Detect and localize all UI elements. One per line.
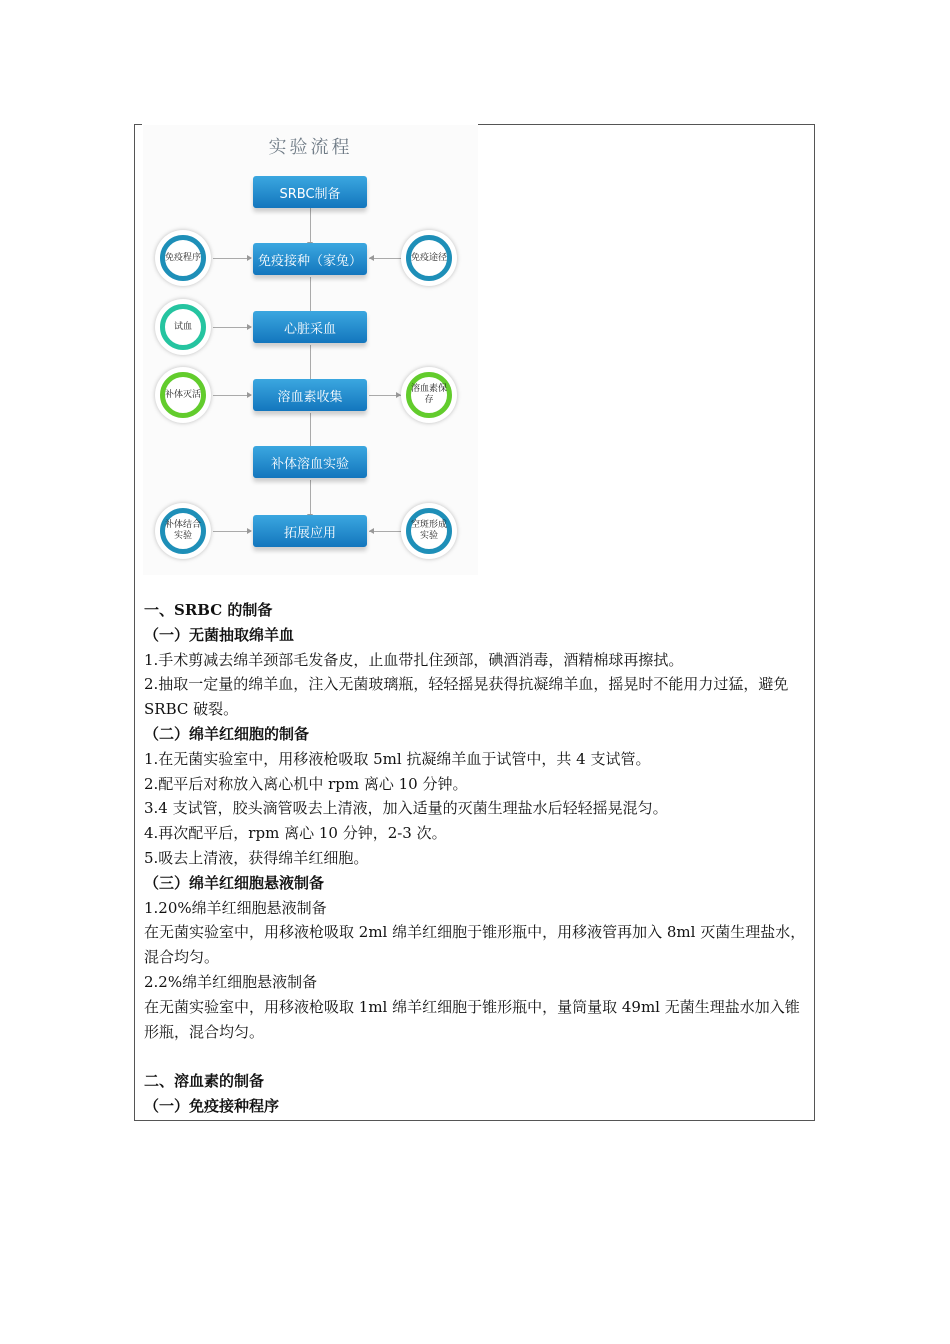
section-heading: 一、SRBC 的制备 [144,601,273,619]
flowchart-title: 实验流程 [268,137,353,158]
flow-node-hemolysin-storage [401,367,457,423]
arrow-left-icon [369,528,374,534]
flow-step-immunization: 免疫接种（家兔） [253,243,367,275]
flow-node-label: 免疫程序 [160,235,206,281]
flow-step-cardiac-blood: 心脏采血 [253,311,367,343]
connector-line [213,531,251,532]
paragraph: 2.抽取一定量的绵羊血，注入无菌玻璃瓶，轻轻摇晃获得抗凝绵羊血，摇晃时不能用力过猛，避免 SRBC 破裂。 [144,675,789,719]
subsection-heading: （一）无菌抽取绵羊血 [144,625,295,644]
connector-line [213,258,251,259]
subsection-heading: （三）绵羊红细胞悬液制备 [144,873,325,892]
paragraph: 在无菌实验室中，用移液枪吸取 2ml 绵羊红细胞于锥形瓶中，用移液管再加入 8ml 灭菌生理盐水，混合均匀。 [144,923,806,967]
paragraph: 3.4 支试管，胶头滴管吸去上清液，加入适量的灭菌生理盐水后轻轻摇晃混匀。 [144,799,668,818]
section-heading: 二、溶血素的制备 [144,1072,265,1091]
flow-node-plaque-formation [401,503,457,559]
connector-line [213,327,251,328]
flow-node-label: 补体灭活 [160,372,206,418]
arrow-right-icon [247,392,252,398]
connector-line [310,277,311,315]
subsection-heading: （一）免疫接种程序 [144,1096,280,1115]
frame-top-border-right [478,124,815,125]
connector-line [310,480,311,518]
flow-node-immunization-program [155,230,211,286]
paragraph: 4.再次配平后，rpm 离心 10 分钟，2-3 次。 [144,824,447,843]
connector-line [310,208,311,246]
paragraph: 5.吸去上清液，获得绵羊红细胞。 [144,848,369,867]
arrow-right-icon [247,528,252,534]
paragraph: 2.配平后对称放入离心机中 rpm 离心 10 分钟。 [144,774,468,793]
flow-node-label: 免疫途径 [406,235,452,281]
arrow-right-icon [247,255,252,261]
flow-step-srbc-prep: SRBC制备 [253,176,367,208]
flow-step-complement-hemolysis: 补体溶血实验 [253,446,367,478]
experiment-flowchart [143,125,478,575]
flow-node-immunization-route [401,230,457,286]
paragraph: 2.2%绵羊红细胞悬液制备 [144,972,318,991]
document-body [144,598,808,1119]
subsection-heading: （二）绵羊红细胞的制备 [144,724,310,743]
flow-node-label: 空斑形成实验 [406,508,452,554]
flow-node-label: 试血 [160,304,206,350]
flow-node-label: 溶血素保存 [406,372,452,418]
arrow-left-icon [369,255,374,261]
flow-node-complement-inactivation [155,367,211,423]
blank-line [144,1044,808,1069]
frame-top-border-left [134,124,142,125]
flow-step-hemolysin-collect: 溶血素收集 [253,379,367,411]
flow-step-extended-application: 拓展应用 [253,515,367,547]
paragraph: 1.在无菌实验室中，用移液枪吸取 5ml 抗凝绵羊血于试管中，共 4 支试管。 [144,749,651,768]
connector-line [310,345,311,383]
flow-node-label: 补体结合实验 [160,508,206,554]
paragraph: 在无菌实验室中，用移液枪吸取 1ml 绵羊红细胞于锥形瓶中，量筒量取 49ml 无菌生理盐水加入锥形瓶，混合均匀。 [144,997,800,1041]
flow-node-complement-fixation [155,503,211,559]
paragraph: 1.20%绵羊红细胞悬液制备 [144,898,327,917]
arrow-right-icon [247,324,252,330]
flow-node-test-blood [155,299,211,355]
connector-line [213,395,251,396]
paragraph: 1.手术剪减去绵羊颈部毛发备皮，止血带扎住颈部，碘酒消毒，酒精棉球再擦拭。 [144,650,684,669]
